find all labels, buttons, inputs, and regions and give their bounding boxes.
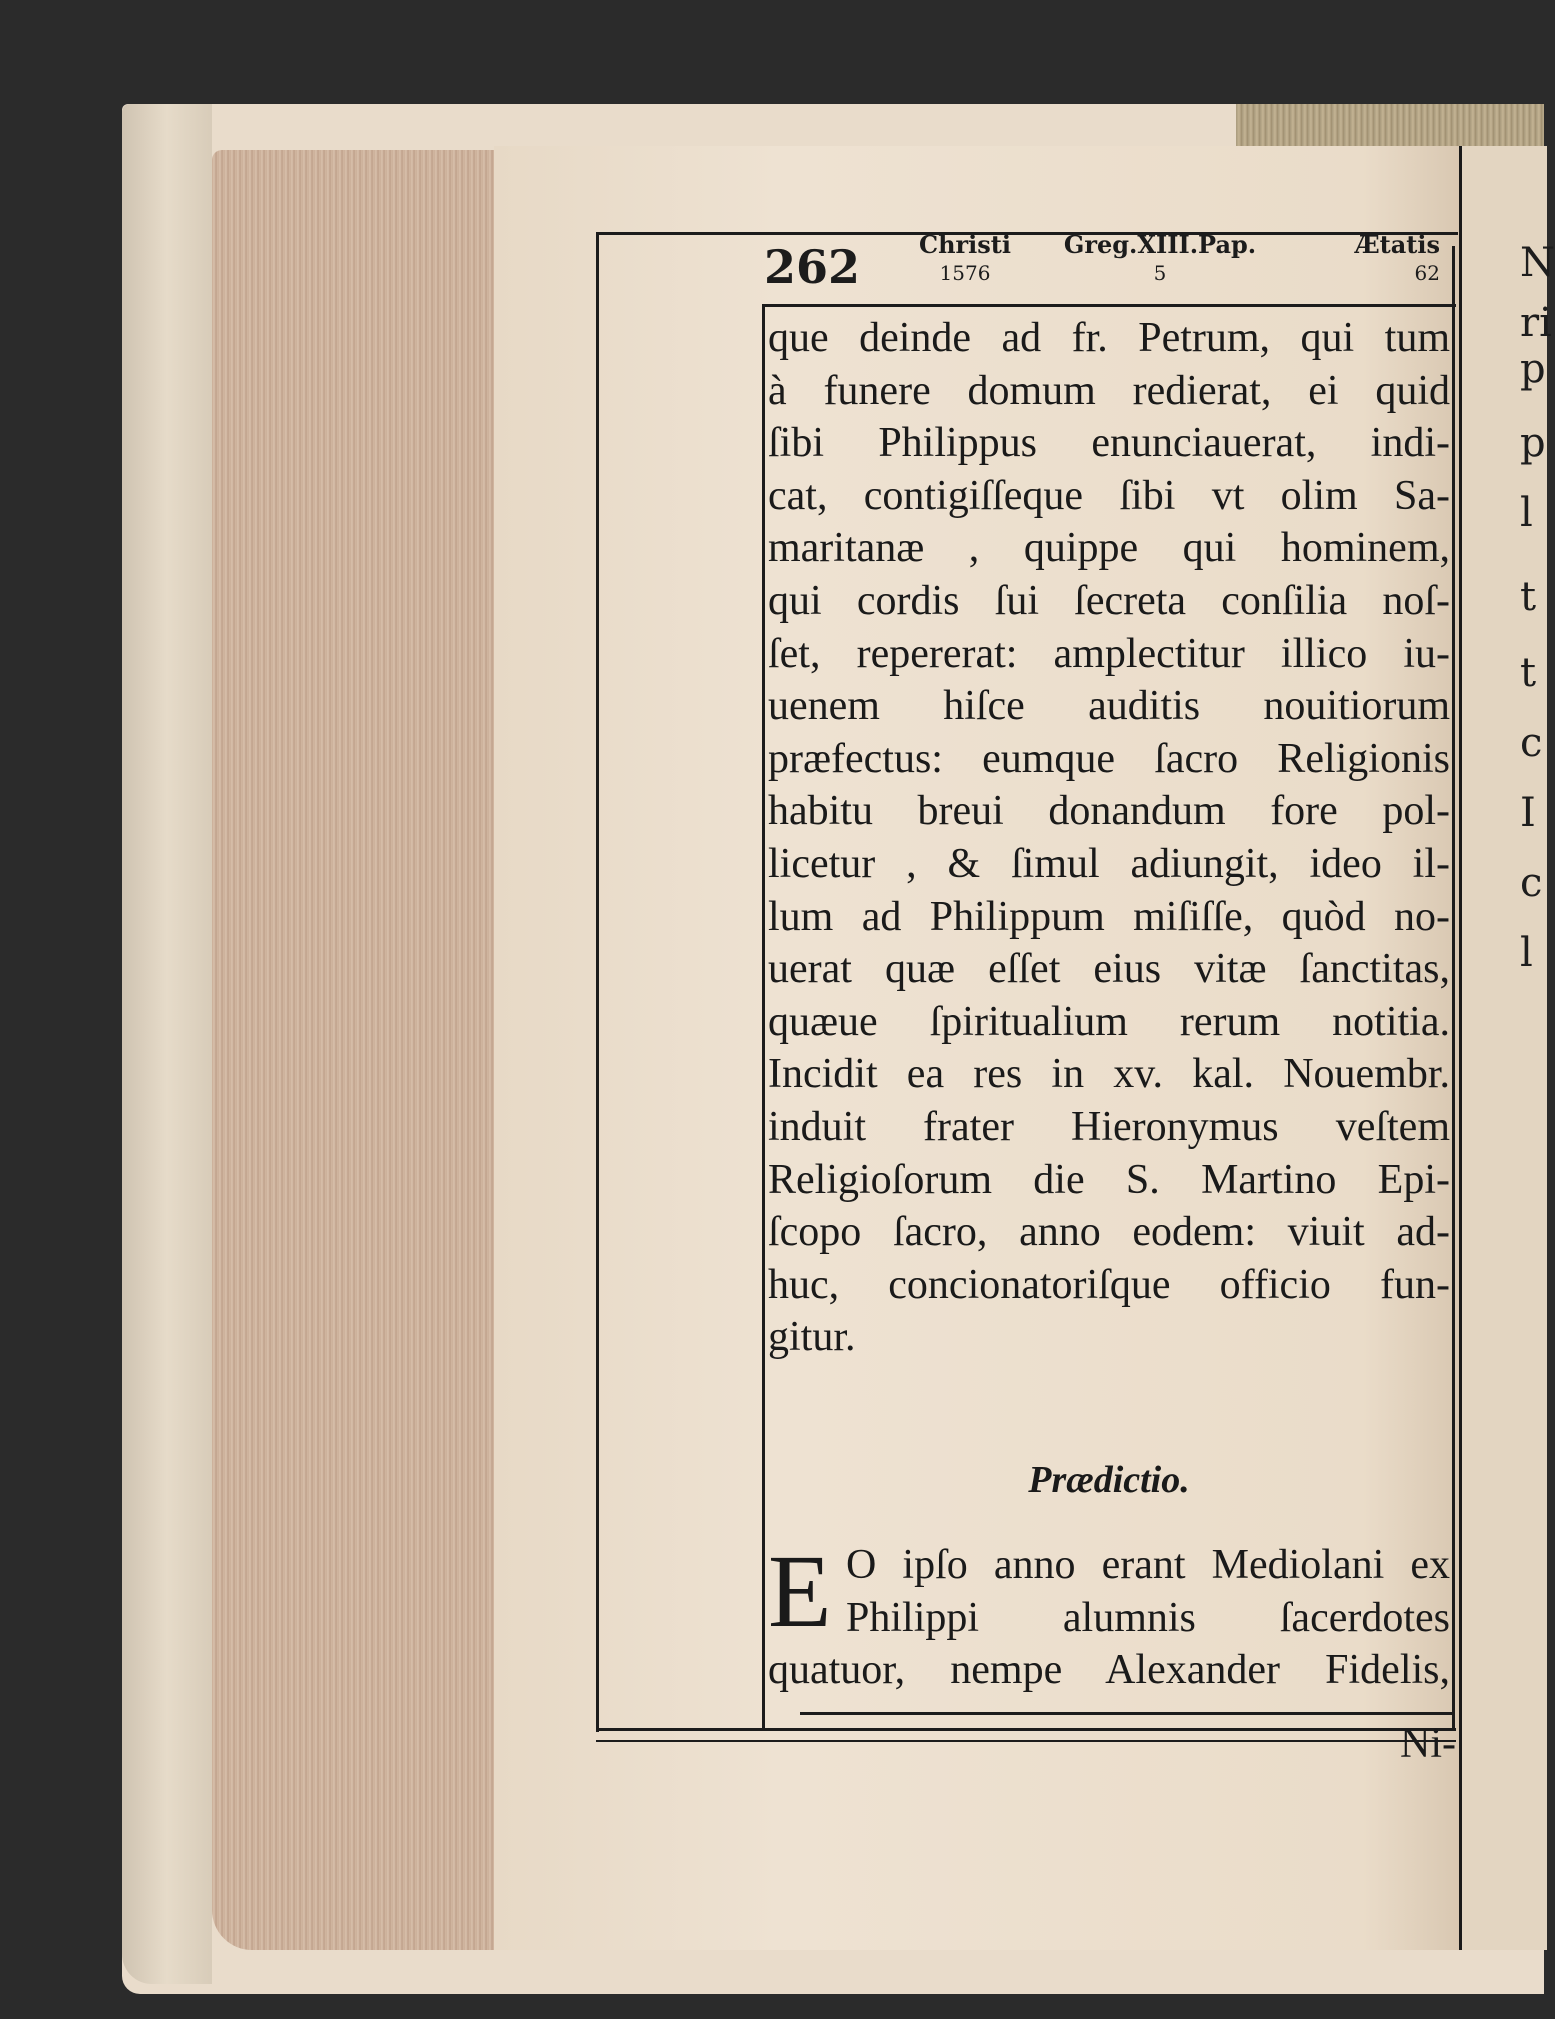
- text-line: Incidit ea res in xv. kal. Nouembr.: [768, 1051, 1450, 1098]
- footer-rule: [800, 1712, 1454, 1715]
- paragraph-two-line: O ipſo anno erant Mediolani ex: [846, 1542, 1450, 1588]
- facing-page-fragment: I: [1520, 790, 1536, 836]
- facing-page-fragment: t: [1520, 574, 1537, 620]
- text-line: à funere domum redierat, ei quid: [768, 367, 1450, 414]
- text-line: qui cordis ſui ſecreta conſilia noſ-: [768, 577, 1450, 624]
- text-left-rule: [762, 304, 765, 1730]
- text-line: habitu breui donandum fore pol-: [768, 788, 1450, 835]
- header-rule: [762, 304, 1456, 307]
- text-line: que deinde ad fr. Petrum, qui tum: [768, 315, 1450, 361]
- paragraph-two: [768, 1534, 1450, 1696]
- text-line: maritanæ , quippe qui hominem,: [768, 525, 1450, 572]
- text-line: huc, concionatoriſque officio fun-: [768, 1261, 1450, 1308]
- text-line: cat, contigiſſeque ſibi vt olim Sa-: [768, 472, 1450, 519]
- header-label-aetatis: Ætatis: [1354, 230, 1440, 259]
- body-text: [768, 312, 1450, 1364]
- facing-page-fragment: ri: [1520, 300, 1552, 346]
- text-line: quæue ſpiritualium rerum notitia.: [768, 998, 1450, 1045]
- facing-page-fragment: p: [1520, 420, 1546, 466]
- facing-page-fragment: t: [1520, 650, 1537, 696]
- drop-cap: E: [768, 1534, 832, 1649]
- text-line: Religioſorum die S. Martino Epi-: [768, 1156, 1450, 1203]
- page-number: 262: [764, 240, 861, 294]
- paragraph-two-line: quatuor, nempe Alexander Fidelis,: [768, 1647, 1450, 1694]
- header-column-christi: [910, 230, 1020, 285]
- text-line: lum ad Philippum miſiſſe, quòd no-: [768, 893, 1450, 940]
- header-column-aetatis: [1290, 230, 1440, 285]
- catchword: Ni-: [1400, 1721, 1456, 1767]
- text-right-rule: [1452, 246, 1455, 1730]
- header-value-christi: 1576: [939, 261, 991, 285]
- text-line: induit frater Hieronymus veſtem: [768, 1103, 1450, 1150]
- text-line: præfectus: eumque ſacro Religionis: [768, 735, 1450, 782]
- text-line: ſcopo ſacro, anno eodem: viuit ad-: [768, 1209, 1450, 1256]
- facing-page-fragment: l: [1520, 490, 1533, 536]
- header-label-christi: Christi: [918, 230, 1012, 259]
- facing-page-fragment: N: [1520, 240, 1555, 286]
- text-line: ſet, repererat: amplectitur illico iu-: [768, 630, 1450, 677]
- text-line: uerat quæ eſſet eius vitæ ſanctitas,: [768, 946, 1450, 993]
- facing-page: [1459, 146, 1547, 1950]
- frame-bottom-rule: [596, 1728, 1456, 1731]
- header-label-pope: Greg.XIII.Pap.: [1063, 230, 1257, 259]
- text-line: uenem hiſce auditis nouitiorum: [768, 683, 1450, 730]
- binding-strip: [1236, 104, 1544, 150]
- header-value-pope: 5: [1153, 261, 1167, 285]
- frame-bottom-rule-2: [596, 1740, 1456, 1742]
- book-spine-edge: [122, 104, 212, 1984]
- section-heading: Prædictio.: [1028, 1459, 1190, 1501]
- header-value-aetatis: 62: [1414, 261, 1440, 285]
- paragraph-two-line: Philippi alumnis ſacerdotes: [846, 1594, 1450, 1641]
- frame-left-rule: [596, 232, 599, 1732]
- page-block-edge: [212, 150, 494, 1950]
- header-column-pope: [1050, 230, 1270, 285]
- facing-page-fragment: c: [1520, 860, 1543, 906]
- facing-page-fragment: l: [1520, 930, 1533, 976]
- text-line: gitur.: [768, 1314, 856, 1361]
- text-line: ſibi Philippus enunciauerat, indi-: [768, 420, 1450, 467]
- facing-page-fragment: p: [1520, 346, 1546, 392]
- facing-page-fragment: c: [1520, 720, 1543, 766]
- text-line: licetur , & ſimul adiungit, ideo il-: [768, 840, 1450, 887]
